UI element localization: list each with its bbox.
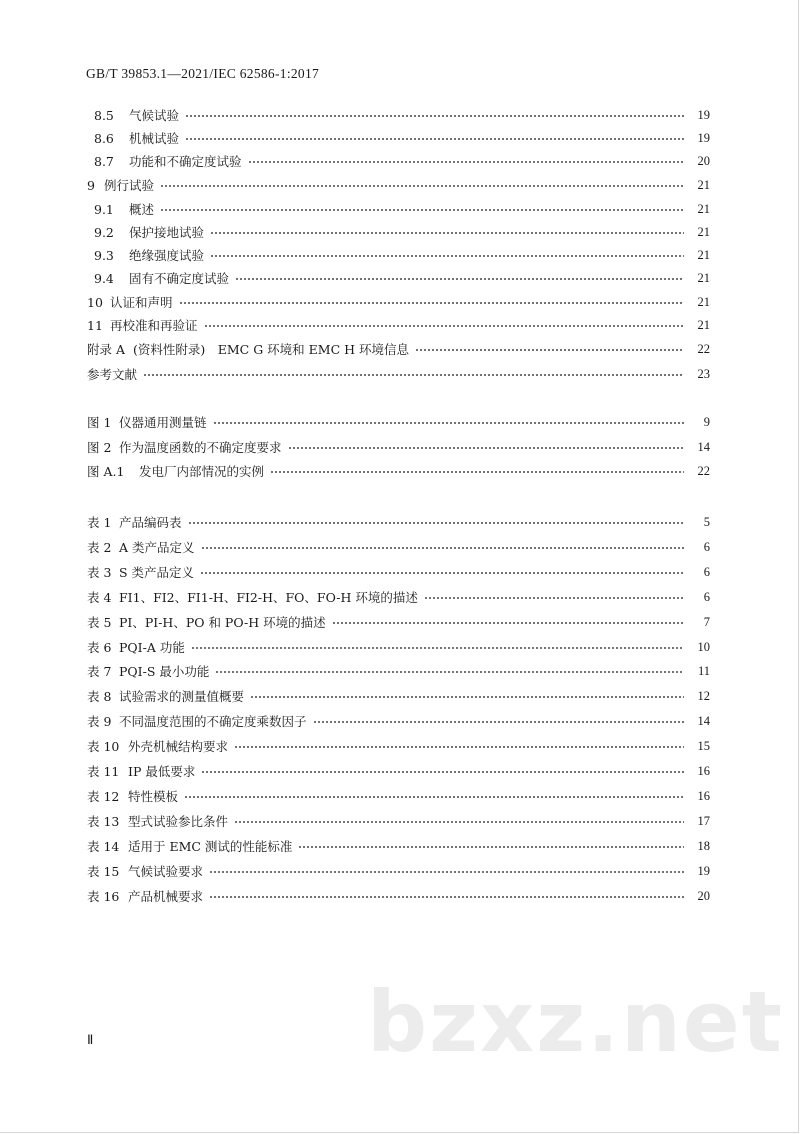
dot-leader <box>160 204 684 216</box>
table-page-number: 16 <box>697 763 710 778</box>
table-page-number: 19 <box>697 863 710 878</box>
figure-entry[interactable] <box>0 412 800 432</box>
table-entry[interactable] <box>0 886 800 906</box>
dot-leader <box>200 567 684 579</box>
table-page-number: 12 <box>697 688 710 703</box>
dot-leader <box>270 466 684 478</box>
table-page-number: 6 <box>703 589 710 604</box>
table-entry[interactable] <box>0 761 800 781</box>
dot-leader <box>210 250 684 262</box>
dot-leader <box>179 297 684 309</box>
dot-leader <box>209 891 684 903</box>
figure-title: 发电厂内部情况的实例 <box>139 464 265 479</box>
dot-leader <box>313 716 684 728</box>
clause-title: 参考文献 <box>87 367 138 382</box>
table-title: 气候试验要求 <box>128 864 204 879</box>
table-number: 表 14 <box>87 839 120 854</box>
table-number: 表 10 <box>87 739 120 754</box>
clause-page-number: 21 <box>697 201 710 216</box>
clause-entry[interactable] <box>0 151 800 171</box>
dot-leader <box>160 180 684 192</box>
clause-page-number: 21 <box>697 224 710 239</box>
figure-title: 仪器通用测量链 <box>119 415 207 430</box>
table-entry[interactable] <box>0 612 800 632</box>
table-page-number: 18 <box>697 838 710 853</box>
dot-leader <box>188 517 684 529</box>
dot-leader <box>201 766 684 778</box>
clause-entry[interactable] <box>0 199 800 219</box>
figure-entry[interactable] <box>0 461 800 481</box>
clause-title: 保护接地试验 <box>129 225 205 240</box>
clause-entry[interactable] <box>0 105 800 125</box>
clause-page-number: 21 <box>697 270 710 285</box>
dot-leader <box>185 133 684 145</box>
dot-leader <box>185 110 684 122</box>
clause-entry[interactable] <box>0 245 800 265</box>
table-title: 型式试验参比条件 <box>128 814 229 829</box>
table-entry[interactable] <box>0 786 800 806</box>
clause-page-number: 20 <box>697 153 710 168</box>
table-entry[interactable] <box>0 811 800 831</box>
table-title: S 类产品定义 <box>119 565 195 580</box>
table-title: 适用于 EMC 测试的性能标准 <box>128 839 293 854</box>
dot-leader <box>209 866 684 878</box>
table-title: PI、PI-H、PO 和 PO-H 环境的描述 <box>119 615 326 630</box>
dot-leader <box>234 741 684 753</box>
clause-number: 9 <box>87 177 95 193</box>
table-entry[interactable] <box>0 711 800 731</box>
clause-number: 10 <box>87 294 103 310</box>
clause-number: 8.7 <box>94 153 114 169</box>
clause-number: 11 <box>87 317 103 333</box>
table-page-number: 15 <box>697 738 710 753</box>
clause-page-number: 21 <box>697 247 710 262</box>
table-entry[interactable] <box>0 562 800 582</box>
clause-entry[interactable] <box>0 364 800 384</box>
table-number: 表 16 <box>87 889 120 904</box>
dot-leader <box>191 642 684 654</box>
table-number: 表 7 <box>87 664 112 679</box>
clause-title: 功能和不确定度试验 <box>129 154 242 169</box>
clause-entry[interactable] <box>0 339 800 359</box>
table-number: 表 12 <box>87 789 120 804</box>
dot-leader <box>250 691 684 703</box>
figure-page-number: 22 <box>697 463 710 478</box>
dot-leader <box>415 344 684 356</box>
clause-number: 8.5 <box>94 107 114 123</box>
clause-number: 9.4 <box>94 270 114 286</box>
clause-title: 绝缘强度试验 <box>129 248 205 263</box>
figure-number: 图 1 <box>87 415 112 430</box>
clause-entry[interactable] <box>0 315 800 335</box>
table-title: 特性模板 <box>128 789 179 804</box>
table-title: 产品机械要求 <box>128 889 204 904</box>
figure-title: 作为温度函数的不确定度要求 <box>119 440 282 455</box>
table-entry[interactable] <box>0 537 800 557</box>
dot-leader <box>234 816 684 828</box>
table-page-number: 6 <box>703 564 710 579</box>
clause-page-number: 22 <box>697 341 710 356</box>
watermark-logo: bzxz.net <box>367 973 784 1071</box>
dot-leader <box>201 542 684 554</box>
clause-page-number: 21 <box>697 317 710 332</box>
table-entry[interactable] <box>0 686 800 706</box>
table-entry[interactable] <box>0 736 800 756</box>
table-page-number: 20 <box>697 888 710 903</box>
table-title: 试验需求的测量值概要 <box>119 689 245 704</box>
clause-entry[interactable] <box>0 292 800 312</box>
clause-number: 9.2 <box>94 224 114 240</box>
dot-leader <box>288 442 684 454</box>
table-title: FI1、FI2、FI1-H、FI2-H、FO、FO-H 环境的描述 <box>119 590 418 605</box>
clause-entry[interactable] <box>0 222 800 242</box>
clause-number: 9.3 <box>94 247 114 263</box>
clause-title: 认证和声明 <box>110 295 173 310</box>
table-page-number: 17 <box>697 813 710 828</box>
table-number: 表 11 <box>87 764 120 779</box>
table-title: A 类产品定义 <box>119 540 195 555</box>
clause-page-number: 19 <box>697 107 710 122</box>
clause-entry[interactable] <box>0 268 800 288</box>
table-title: 不同温度范围的不确定度乘数因子 <box>119 714 307 729</box>
table-entry[interactable] <box>0 861 800 881</box>
dot-leader <box>210 227 684 239</box>
clause-page-number: 21 <box>697 294 710 309</box>
dot-leader <box>184 791 684 803</box>
table-page-number: 11 <box>697 663 710 678</box>
clause-page-number: 19 <box>697 130 710 145</box>
table-page-number: 14 <box>697 713 710 728</box>
figure-number: 图 A.1 <box>87 464 125 479</box>
table-number: 表 13 <box>87 814 120 829</box>
dot-leader <box>332 617 684 629</box>
table-page-number: 7 <box>703 614 710 629</box>
table-title: PQI-S 最小功能 <box>119 664 210 679</box>
dot-leader <box>298 841 684 853</box>
dot-leader <box>424 592 684 604</box>
table-entry[interactable] <box>0 661 800 681</box>
table-entry[interactable] <box>0 587 800 607</box>
dot-leader <box>143 369 684 381</box>
clause-number: 附录 A <box>87 342 126 357</box>
table-number: 表 2 <box>87 540 112 555</box>
figure-page-number: 9 <box>703 414 710 429</box>
clause-page-number: 21 <box>697 177 710 192</box>
clause-title: 固有不确定度试验 <box>129 271 230 286</box>
standard-header: GB/T 39853.1—2021/IEC 62586-1:2017 <box>86 66 320 81</box>
clause-title: 再校准和再验证 <box>110 318 198 333</box>
figure-entry[interactable] <box>0 437 800 457</box>
dot-leader <box>235 273 684 285</box>
table-number: 表 9 <box>87 714 112 729</box>
table-page-number: 6 <box>703 539 710 554</box>
clause-entry[interactable] <box>0 128 800 148</box>
table-entry[interactable] <box>0 836 800 856</box>
clause-page-number: 23 <box>697 366 710 381</box>
clause-title: 例行试验 <box>104 178 155 193</box>
table-page-number: 5 <box>703 514 710 529</box>
table-number: 表 6 <box>87 640 112 655</box>
dot-leader <box>213 417 684 429</box>
clause-title: 概述 <box>129 202 155 217</box>
figure-number: 图 2 <box>87 440 112 455</box>
table-page-number: 10 <box>697 639 710 654</box>
table-title: PQI-A 功能 <box>119 640 185 655</box>
table-number: 表 3 <box>87 565 112 580</box>
clause-number: 8.6 <box>94 130 114 146</box>
table-number: 表 4 <box>87 590 112 605</box>
dot-leader <box>248 156 684 168</box>
table-number: 表 8 <box>87 689 112 704</box>
clause-title: 机械试验 <box>129 131 180 146</box>
table-title: 外壳机械结构要求 <box>128 739 229 754</box>
figure-page-number: 14 <box>697 439 710 454</box>
dot-leader <box>215 666 684 678</box>
table-title: IP 最低要求 <box>128 764 196 779</box>
dot-leader <box>204 320 684 332</box>
table-title: 产品编码表 <box>119 515 182 530</box>
clause-title: 气候试验 <box>129 108 180 123</box>
table-number: 表 5 <box>87 615 112 630</box>
clause-title: (资料性附录) EMC G 环境和 EMC H 环境信息 <box>133 342 409 357</box>
table-entry[interactable] <box>0 637 800 657</box>
clause-entry[interactable] <box>0 175 800 195</box>
page-number: Ⅱ <box>87 1032 94 1047</box>
clause-number: 9.1 <box>94 201 114 217</box>
table-entry[interactable] <box>0 512 800 532</box>
table-page-number: 16 <box>697 788 710 803</box>
table-number: 表 1 <box>87 515 112 530</box>
table-number: 表 15 <box>87 864 120 879</box>
